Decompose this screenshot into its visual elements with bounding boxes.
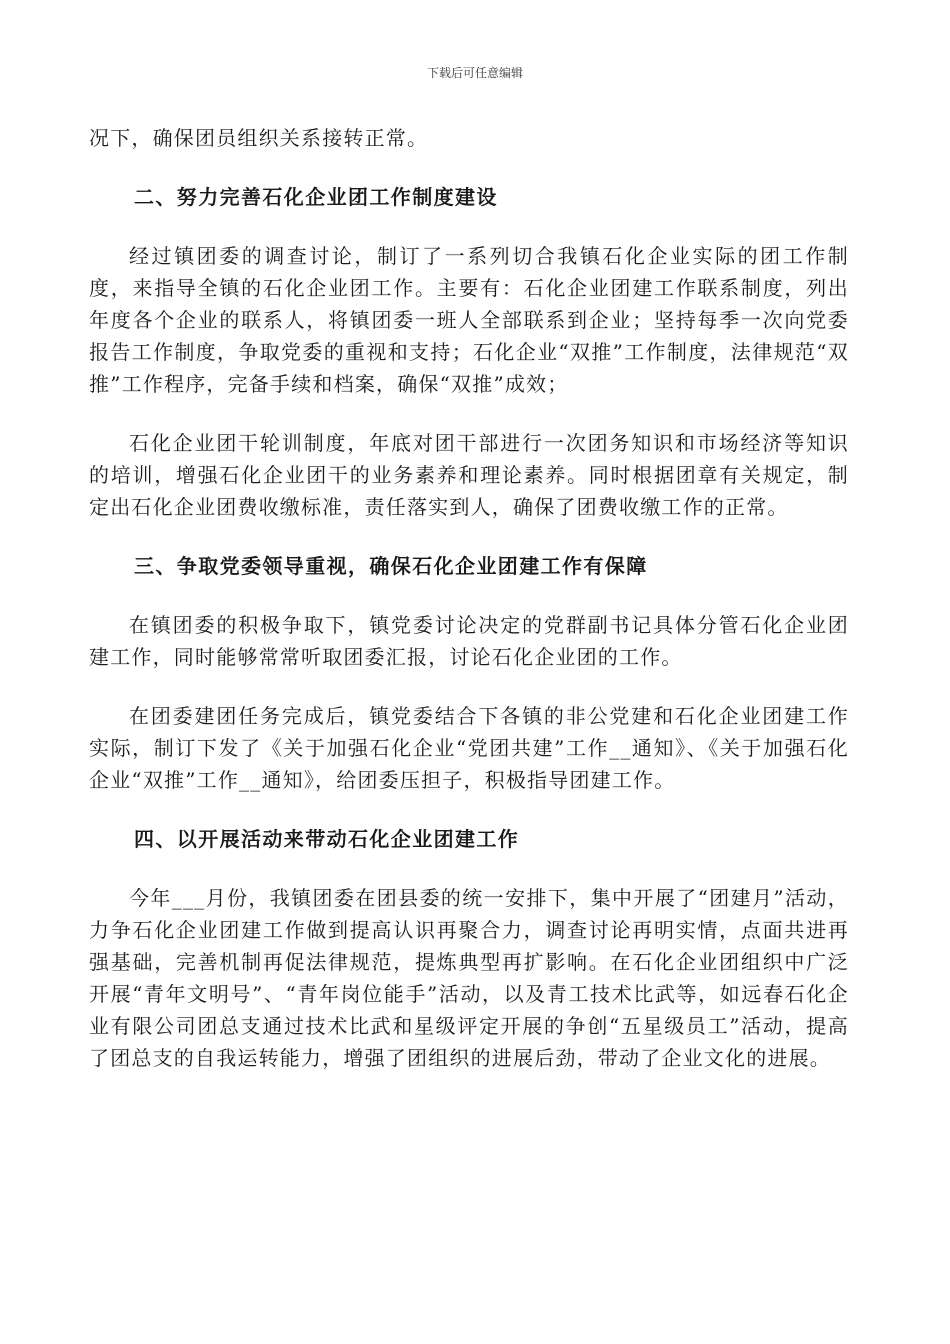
section-heading-4: 四、以开展活动来带动石化企业团建工作 bbox=[134, 827, 520, 851]
section-heading-2: 二、努力完善石化企业团工作制度建设 bbox=[134, 185, 498, 209]
paragraph: 经过镇团委的调查讨论，制订了一系列切合我镇石化企业实际的团工作制度，来指导全镇的石化企业团工作。主要有：石化企业团建工作联系制度，列出年度各个企业的联系人，将镇团委一班人全部联系到企业；坚持每季一次向党委报告工作制度，争取党委的重视和支持；石化企业“双推”工作制度，法律规范“双推”工作程序，完备手续和档案，确保“双推”成效； bbox=[89, 244, 849, 396]
paragraph: 今年___月份，我镇团委在团县委的统一安排下，集中开展了“团建月”活动，力争石化企业团建工作做到提高认识再聚合力，调查讨论再明实情，点面共进再强基础，完善机制再促法律规范，提炼典型再扩影响。在石化企业团组织中广泛开展“青年文明号”、“青年岗位能手”活动，以及青工技术比武等，如远春石化企业有限公司团总支通过技术比武和星级评定开展的争创“五星级员工”活动，提高了团总支的自我运转能力，增强了团组织的进展后劲，带动了企业文化的进展。 bbox=[89, 886, 849, 1070]
continued-paragraph: 况下，确保团员组织关系接转正常。 bbox=[89, 126, 429, 150]
section-heading-3: 三、争取党委领导重视，确保石化企业团建工作有保障 bbox=[134, 554, 648, 578]
paragraph: 在镇团委的积极争取下，镇党委讨论决定的党群副书记具体分管石化企业团建工作，同时能够常常听取团委汇报，讨论石化企业团的工作。 bbox=[89, 613, 849, 669]
paragraph: 石化企业团干轮训制度，年底对团干部进行一次团务知识和市场经济等知识的培训，增强石化企业团干的业务素养和理论素养。同时根据团章有关规定，制定出石化企业团费收缴标准，责任落实到人，确保了团费收缴工作的正常。 bbox=[89, 431, 849, 519]
page-header: 下载后可任意编辑 bbox=[426, 66, 523, 80]
paragraph: 在团委建团任务完成后，镇党委结合下各镇的非公党建和石化企业团建工作实际，制订下发了《关于加强石化企业“党团共建”工作__通知》、《关于加强石化企业“双推”工作__通知》，给团委压担子，积极指导团建工作。 bbox=[89, 704, 849, 792]
document-body bbox=[89, 122, 849, 1074]
